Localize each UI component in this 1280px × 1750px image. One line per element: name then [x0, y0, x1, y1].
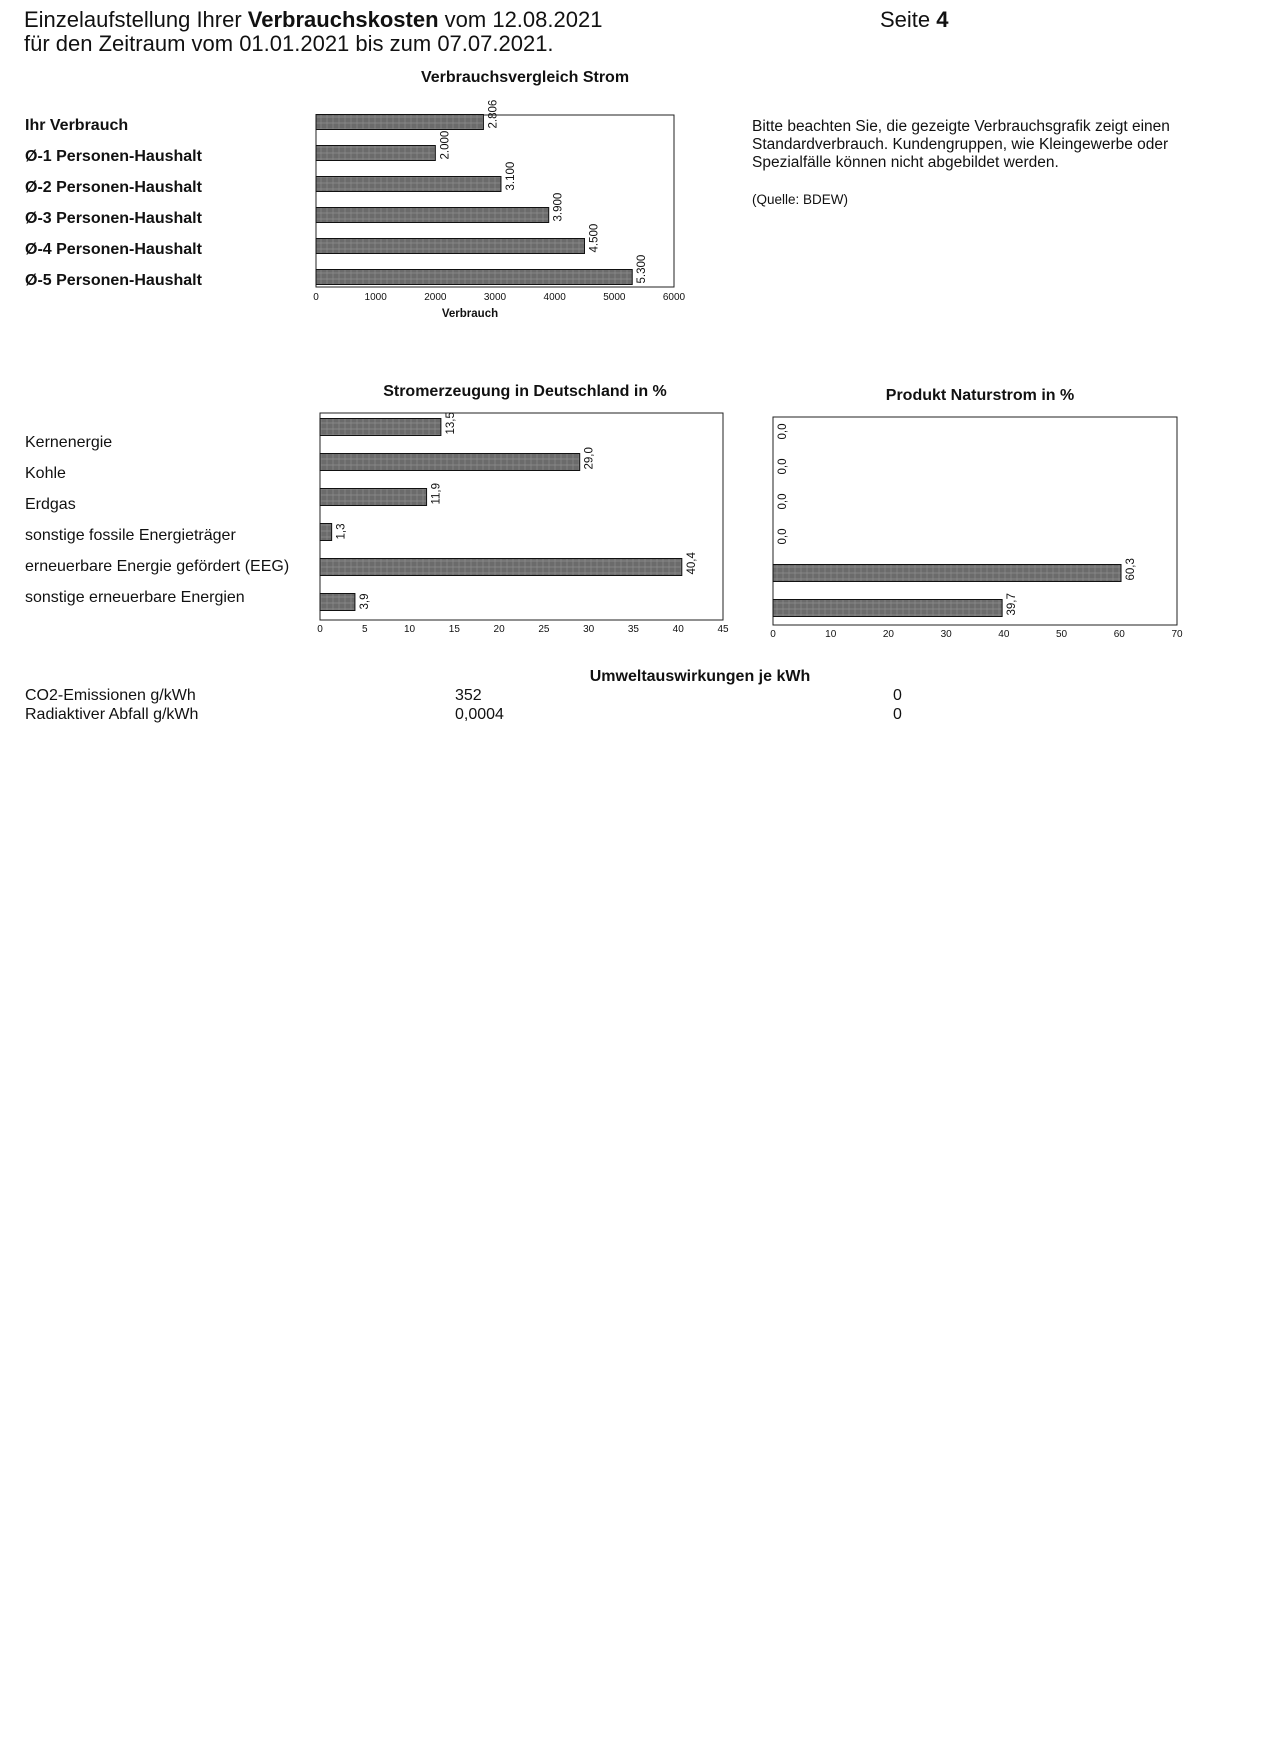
category-label: Kernenergie: [25, 434, 113, 451]
generation-value-label: 3,9: [358, 593, 371, 610]
consumption-tick-label: 4000: [543, 292, 566, 303]
category-label: sonstige erneuerbare Energien: [25, 589, 245, 606]
generation-tick-label: 15: [448, 624, 460, 635]
generation-bar: [320, 559, 682, 576]
product-tick-label: 20: [882, 629, 894, 640]
env-row-label: Radiaktiver Abfall g/kWh: [25, 706, 199, 723]
consumption-value-label: 5.300: [636, 254, 649, 284]
product-plot-frame: [773, 417, 1177, 625]
category-label: erneuerbare Energie gefördert (EEG): [25, 558, 290, 575]
generation-bar: [320, 489, 427, 506]
consumption-value-label: 2.000: [439, 130, 452, 160]
page-number: 4: [936, 7, 949, 32]
generation-tick-label: 45: [717, 624, 729, 635]
page-label: Seite: [880, 7, 937, 32]
header-text-bold: Verbrauchskosten: [247, 7, 439, 32]
consumption-bar: [316, 239, 585, 254]
product-value-label: 0,0: [777, 493, 789, 510]
consumption-tick-label: 2000: [424, 292, 447, 303]
source-note: (Quelle: BDEW): [752, 192, 849, 207]
header-text-pre: Einzelaufstellung Ihrer: [24, 7, 248, 32]
generation-tick-label: 20: [493, 624, 505, 635]
consumption-value-label: 3.900: [552, 192, 565, 222]
consumption-tick-label: 3000: [483, 292, 507, 303]
env-row-product-value: 0: [893, 687, 902, 704]
consumption-plot-frame: [316, 115, 674, 287]
env-row-germany-value: 0,0004: [455, 706, 504, 723]
generation-tick-label: 35: [627, 624, 640, 635]
generation-bar: [320, 594, 355, 611]
category-label: Ihr Verbrauch: [25, 117, 129, 134]
consumption-tick-label: 1000: [364, 292, 387, 303]
product-value-label: 0,0: [777, 458, 789, 475]
product-tick-label: 60: [1113, 629, 1125, 640]
consumption-tick-label: 0: [313, 292, 319, 303]
consumption-note: Bitte beachten Sie, die gezeigte Verbrauchsgrafik zeigt einen Standardverbrauch. Kundengruppen, wie Kleingewerbe oder Spezialfälle können nicht abgebildet werden.: [752, 118, 1170, 171]
generation-tick-label: 30: [583, 624, 595, 635]
generation-bar: [320, 524, 332, 541]
product-tick-label: 40: [998, 629, 1010, 640]
generation-value-label: 29,0: [583, 447, 596, 470]
consumption-value-label: 4.500: [588, 223, 601, 253]
consumption-bar: [316, 177, 501, 192]
product-tick-label: 30: [940, 629, 952, 640]
category-label: sonstige fossile Energieträger: [25, 527, 236, 544]
consumption-bar: [316, 146, 435, 161]
generation-tick-label: 5: [361, 624, 368, 635]
consumption-value-label: 3.100: [504, 161, 517, 191]
category-label: Ø-4 Personen-Haushalt: [25, 241, 202, 258]
product-value-label: 0,0: [777, 528, 789, 545]
category-label: Ø-1 Personen-Haushalt: [25, 148, 202, 165]
consumption-chart-title: Verbrauchsvergleich Strom: [420, 69, 630, 86]
consumption-bar: [316, 208, 549, 223]
environment-title: Umweltauswirkungen je kWh: [589, 668, 811, 685]
generation-value-label: 40,4: [685, 552, 698, 575]
product-value-label: 39,7: [1006, 593, 1019, 616]
generation-chart-title: Stromerzeugung in Deutschland in %: [383, 383, 667, 400]
document-header-line2: für den Zeitraum vom 01.01.2021 bis zum 07.07.2021.: [24, 31, 554, 56]
consumption-bar: [316, 270, 632, 285]
generation-value-label: 1,3: [335, 523, 348, 540]
consumption-value-label: 2.806: [487, 99, 500, 129]
generation-bar: [320, 454, 580, 471]
product-tick-label: 50: [1056, 629, 1068, 640]
product-value-label: 60,3: [1125, 558, 1138, 581]
product-tick-label: 10: [825, 629, 837, 640]
generation-tick-label: 25: [538, 624, 550, 635]
env-row-germany-value: 352: [455, 687, 482, 704]
category-label: Ø-3 Personen-Haushalt: [25, 210, 202, 227]
consumption-tick-label: 6000: [662, 292, 686, 303]
header-text-post: vom 12.08.2021: [438, 7, 603, 32]
env-row-product-value: 0: [893, 706, 902, 723]
consumption-bar: [316, 115, 483, 130]
product-chart-title: Produkt Naturstrom in %: [885, 387, 1075, 404]
product-value-label: 0,0: [777, 423, 789, 440]
generation-tick-label: 10: [403, 624, 416, 635]
generation-tick-label: 0: [317, 624, 323, 635]
consumption-x-axis-label: Verbrauch: [441, 308, 499, 320]
generation-bar: [320, 419, 441, 436]
generation-value-label: 13,5: [444, 412, 457, 435]
env-row-label: CO2-Emissionen g/kWh: [25, 687, 196, 704]
category-label: Kohle: [25, 465, 66, 482]
product-bar: [773, 565, 1121, 582]
category-label: Ø-2 Personen-Haushalt: [25, 179, 202, 196]
generation-plot-frame: [320, 413, 723, 620]
product-bar: [773, 600, 1002, 617]
category-label: Erdgas: [25, 496, 76, 513]
product-tick-label: 0: [770, 629, 776, 640]
generation-tick-label: 40: [672, 624, 684, 635]
consumption-tick-label: 5000: [603, 292, 626, 303]
category-label: Ø-5 Personen-Haushalt: [25, 272, 202, 289]
product-tick-label: 70: [1171, 629, 1183, 640]
generation-value-label: 11,9: [430, 482, 443, 505]
